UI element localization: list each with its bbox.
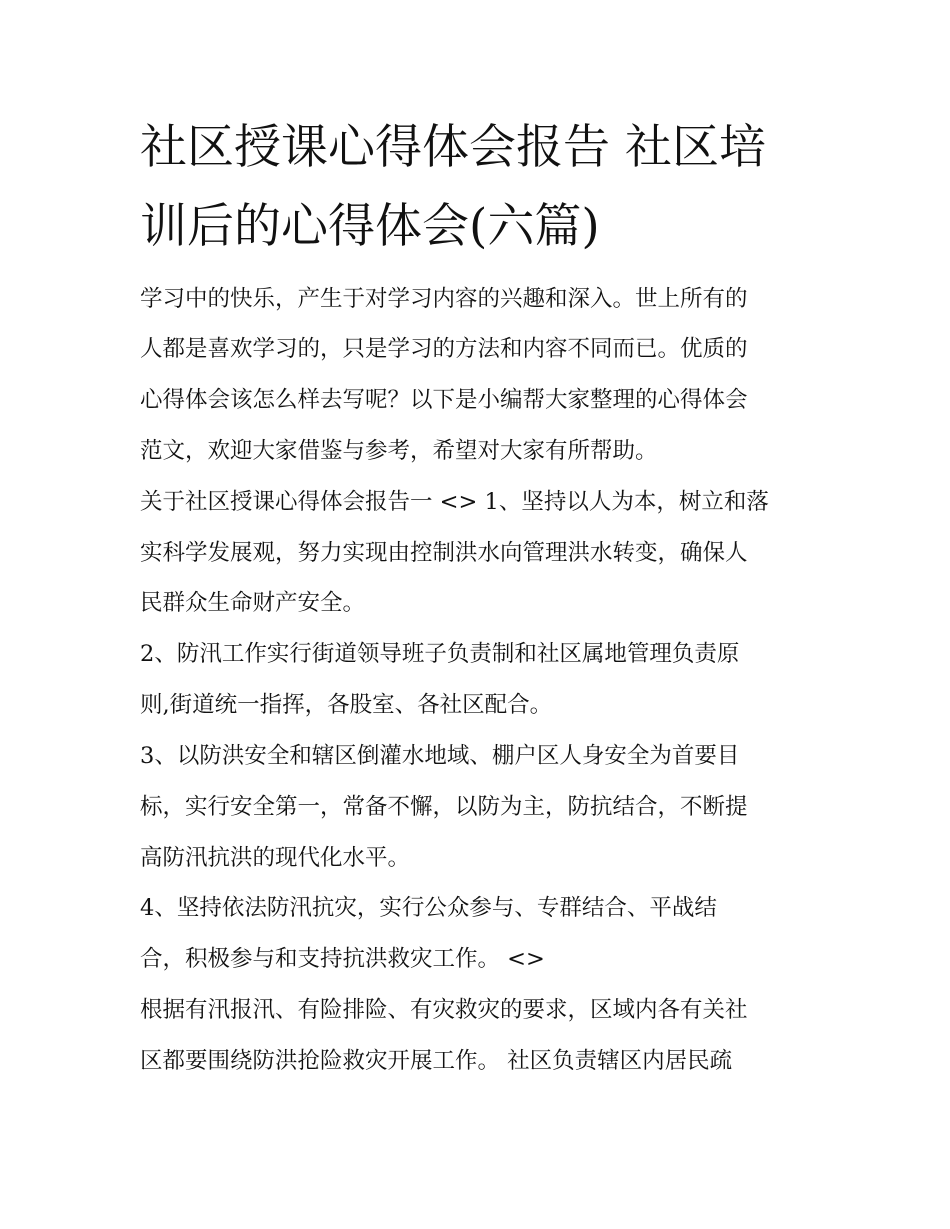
body-line-4: 范文，欢迎大家借鉴与参考，希望对大家有所帮助。	[140, 438, 658, 464]
body-line-11: 标，实行安全第一，常备不懈，以防为主，防抗结合，不断提	[140, 794, 748, 820]
body-line-5: 关于社区授课心得体会报告一 <> 1、坚持以人为本，树立和落	[140, 489, 769, 515]
body-line-10: 3、以防洪安全和辖区倒灌水地域、棚户区人身安全为首要目	[140, 743, 740, 769]
page-title-line-1: 社区授课心得体会报告 社区培	[140, 120, 766, 175]
body-line-12: 高防汛抗洪的现代化水平。	[140, 845, 411, 871]
body-line-15: 根据有汛报汛、有险排险、有灾救灾的要求，区域内各有关社	[140, 997, 748, 1023]
page-title-line-2: 训后的心得体会(六篇)	[140, 199, 600, 254]
body-line-2: 人都是喜欢学习的，只是学习的方法和内容不同而已。优质的	[140, 336, 748, 362]
body-line-6: 实科学发展观，努力实现由控制洪水向管理洪水转变，确保人	[140, 540, 748, 566]
body-line-14: 合，积极参与和支持抗洪救灾工作。 <>	[140, 946, 545, 972]
body-line-7: 民群众生命财产安全。	[140, 590, 366, 616]
body-line-9: 则,街道统一指挥，各股室、各社区配合。	[140, 692, 553, 718]
body-line-13: 4、坚持依法防汛抗灾，实行公众参与、专群结合、平战结	[140, 895, 717, 921]
body-line-8: 2、防汛工作实行街道领导班子负责制和社区属地管理负责原	[140, 641, 740, 667]
body-line-3: 心得体会该怎么样去写呢？以下是小编帮大家整理的心得体会	[140, 387, 748, 413]
body-line-1: 学习中的快乐，产生于对学习内容的兴趣和深入。世上所有的	[140, 286, 748, 312]
body-line-16: 区都要围绕防洪抢险救灾开展工作。 社区负责辖区内居民疏	[140, 1048, 733, 1074]
